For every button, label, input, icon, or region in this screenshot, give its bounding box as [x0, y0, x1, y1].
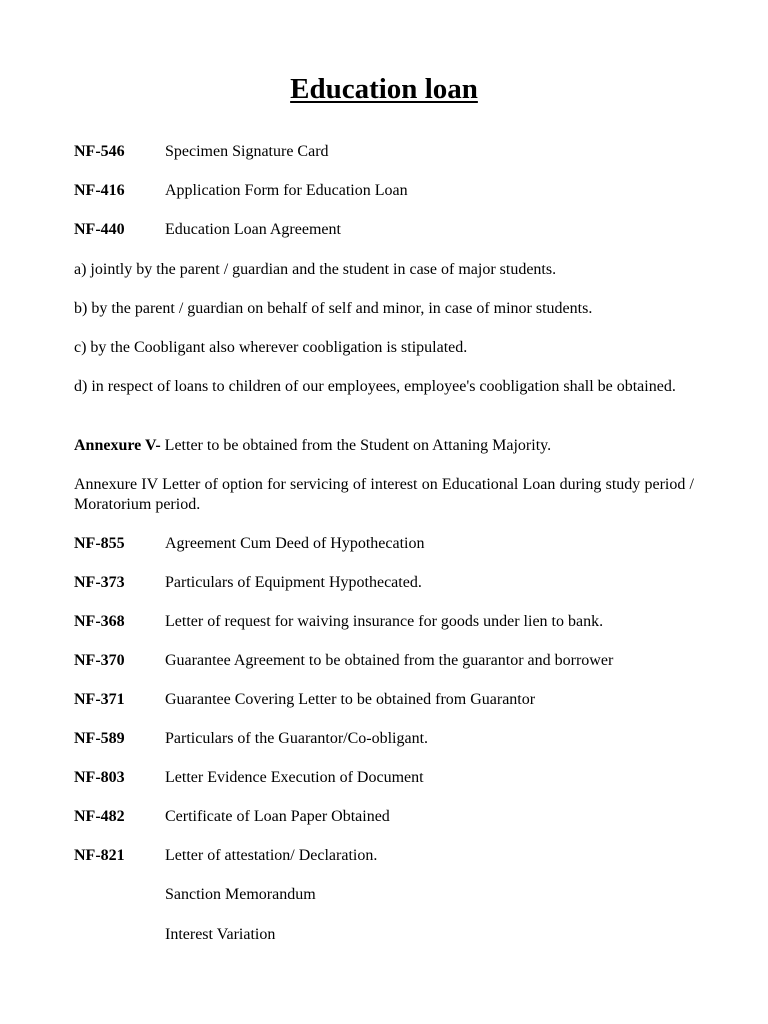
form-row — [74, 807, 694, 827]
form-description: Interest Variation — [165, 926, 276, 943]
form-code: NF-821 — [74, 847, 125, 864]
form-code: NF-371 — [74, 691, 125, 708]
form-code: NF-803 — [74, 769, 125, 786]
document-title: Education loan — [290, 73, 478, 105]
form-row — [74, 885, 694, 905]
clause-d: d) in respect of loans to children of our employees, employee's coobligation shall be obtained. — [74, 378, 676, 395]
form-description: Certificate of Loan Paper Obtained — [165, 808, 390, 825]
form-code: NF-370 — [74, 652, 125, 669]
form-description: Letter of request for waiving insurance for goods under lien to bank. — [165, 613, 604, 630]
form-code: NF-589 — [74, 730, 125, 747]
clause-a: a) jointly by the parent / guardian and the student in case of major students. — [74, 261, 557, 278]
form-code: NF-368 — [74, 613, 125, 630]
annexure-v-text: Letter to be obtained from the Student on Attaning Majority. — [160, 437, 552, 454]
form-description: Education Loan Agreement — [165, 221, 341, 238]
form-code: NF-482 — [74, 808, 125, 825]
form-description: Sanction Memorandum — [165, 886, 316, 903]
form-description: Application Form for Education Loan — [165, 182, 408, 199]
form-row — [74, 573, 694, 593]
form-description: Particulars of the Guarantor/Co-obligant. — [165, 730, 429, 747]
form-code: NF-416 — [74, 182, 125, 199]
form-row — [74, 768, 694, 788]
form-row — [74, 651, 694, 671]
form-description: Guarantee Agreement to be obtained from the guarantor and borrower — [165, 652, 614, 669]
form-code: NF-855 — [74, 535, 125, 552]
clause-b: b) by the parent / guardian on behalf of self and minor, in case of minor students. — [74, 300, 593, 317]
form-row — [74, 142, 694, 162]
annexure-iv: Annexure IV Letter of option for servicing of interest on Educational Loan during study period / Moratorium period. — [74, 476, 694, 513]
form-row — [74, 612, 694, 632]
form-description: Particulars of Equipment Hypothecated. — [165, 574, 422, 591]
form-description: Letter Evidence Execution of Document — [165, 769, 424, 786]
form-row — [74, 925, 694, 945]
clause-c: c) by the Coobligant also wherever coobligation is stipulated. — [74, 339, 468, 356]
annexure-v — [74, 436, 694, 456]
form-code: NF-440 — [74, 221, 125, 238]
form-description: Guarantee Covering Letter to be obtained from Guarantor — [165, 691, 536, 708]
form-row — [74, 534, 694, 554]
form-description: Letter of attestation/ Declaration. — [165, 847, 378, 864]
form-row — [74, 220, 694, 240]
form-code: NF-373 — [74, 574, 125, 591]
form-row — [74, 729, 694, 749]
annexure-v-label: Annexure V- — [74, 437, 161, 454]
form-code: NF-546 — [74, 143, 125, 160]
form-row — [74, 181, 694, 201]
form-row — [74, 690, 694, 710]
form-description: Agreement Cum Deed of Hypothecation — [165, 535, 425, 552]
form-row — [74, 846, 694, 866]
form-description: Specimen Signature Card — [165, 143, 329, 160]
